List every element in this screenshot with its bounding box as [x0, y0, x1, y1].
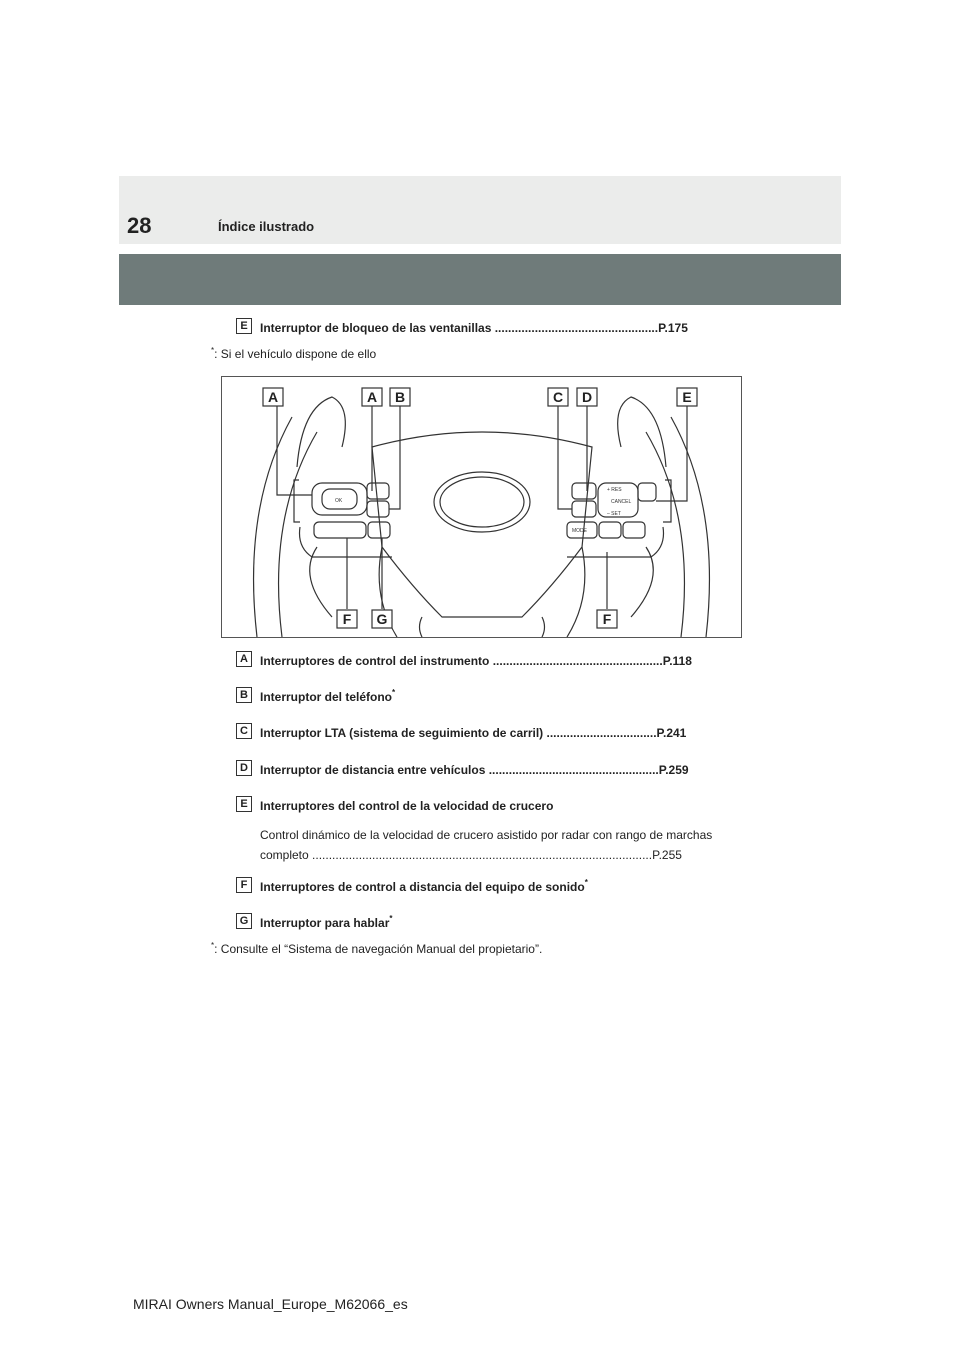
entry-ref: P.259: [658, 763, 689, 777]
entry-badge: B: [236, 687, 252, 703]
entry-badge: F: [236, 877, 252, 893]
entry-star: *: [389, 914, 393, 923]
steering-wheel-illustration: [222, 377, 741, 637]
entry-badge: A: [236, 651, 252, 667]
entry-badge: G: [236, 913, 252, 929]
entry-text: Interruptores de control del instrumento: [260, 654, 490, 668]
callout-a-left: A: [267, 389, 279, 405]
cancel-label: CANCEL: [611, 499, 632, 505]
callout-f-left: F: [342, 611, 352, 627]
entry-text: Interruptor para hablar: [260, 916, 390, 930]
callout-g: G: [376, 611, 388, 627]
callout-a-right: A: [366, 389, 378, 405]
steering-wheel-figure: [221, 376, 742, 638]
entry-badge: E: [236, 796, 252, 812]
entry-text: Interruptor de bloqueo de las ventanillas: [260, 321, 492, 335]
callout-d: D: [581, 389, 593, 405]
entry-text: Interruptores de control a distancia del equipo de sonido: [260, 880, 585, 894]
mode-label: MODE: [572, 528, 587, 534]
set-label: – SET: [607, 511, 621, 517]
entry-star: *: [584, 878, 588, 887]
note-mark: *: [211, 941, 215, 950]
entry-badge: D: [236, 760, 252, 776]
note-text: : Consulte el “Sistema de navegación Manual del propietario”.: [214, 942, 543, 956]
ok-label: OK: [335, 498, 343, 504]
callout-f-right: F: [602, 611, 612, 627]
entry-text: Interruptor LTA (sistema de seguimiento de carril): [260, 726, 544, 740]
note-top: [211, 346, 376, 361]
entry-text: Interruptor del teléfono: [260, 690, 392, 704]
entry-text: Interruptor de distancia entre vehículos: [260, 763, 486, 777]
note-bottom: [211, 941, 542, 956]
entry-badge: C: [236, 723, 252, 739]
note-mark: *: [211, 346, 215, 355]
cruise-sub-line1: Control dinámico de la velocidad de crucero asistido por radar con rango de marchas: [260, 828, 713, 842]
entry-ref: P.241: [656, 726, 687, 740]
res-label: + RES: [607, 487, 622, 493]
callout-b: B: [394, 389, 406, 405]
note-text: : Si el vehículo dispone de ello: [214, 347, 377, 361]
callout-e: E: [682, 389, 692, 405]
callout-c: C: [552, 389, 564, 405]
header-dark-band: [119, 254, 841, 305]
footer-manual-id: MIRAI Owners Manual_Europe_M62066_es: [133, 1296, 408, 1312]
cruise-sub-line2: completo ......................................................................................................P.255: [260, 848, 682, 862]
entry-star: *: [392, 688, 396, 697]
page-number: 28: [127, 213, 152, 238]
entry-badge: E: [236, 318, 252, 334]
entry-ref: P.175: [658, 321, 688, 335]
section-title: Índice ilustrado: [218, 219, 315, 234]
cruise-sub-ref: P.255: [652, 848, 682, 862]
entry-ref: P.118: [662, 654, 692, 668]
entry-text: Interruptores del control de la velocidad de crucero: [260, 799, 554, 813]
